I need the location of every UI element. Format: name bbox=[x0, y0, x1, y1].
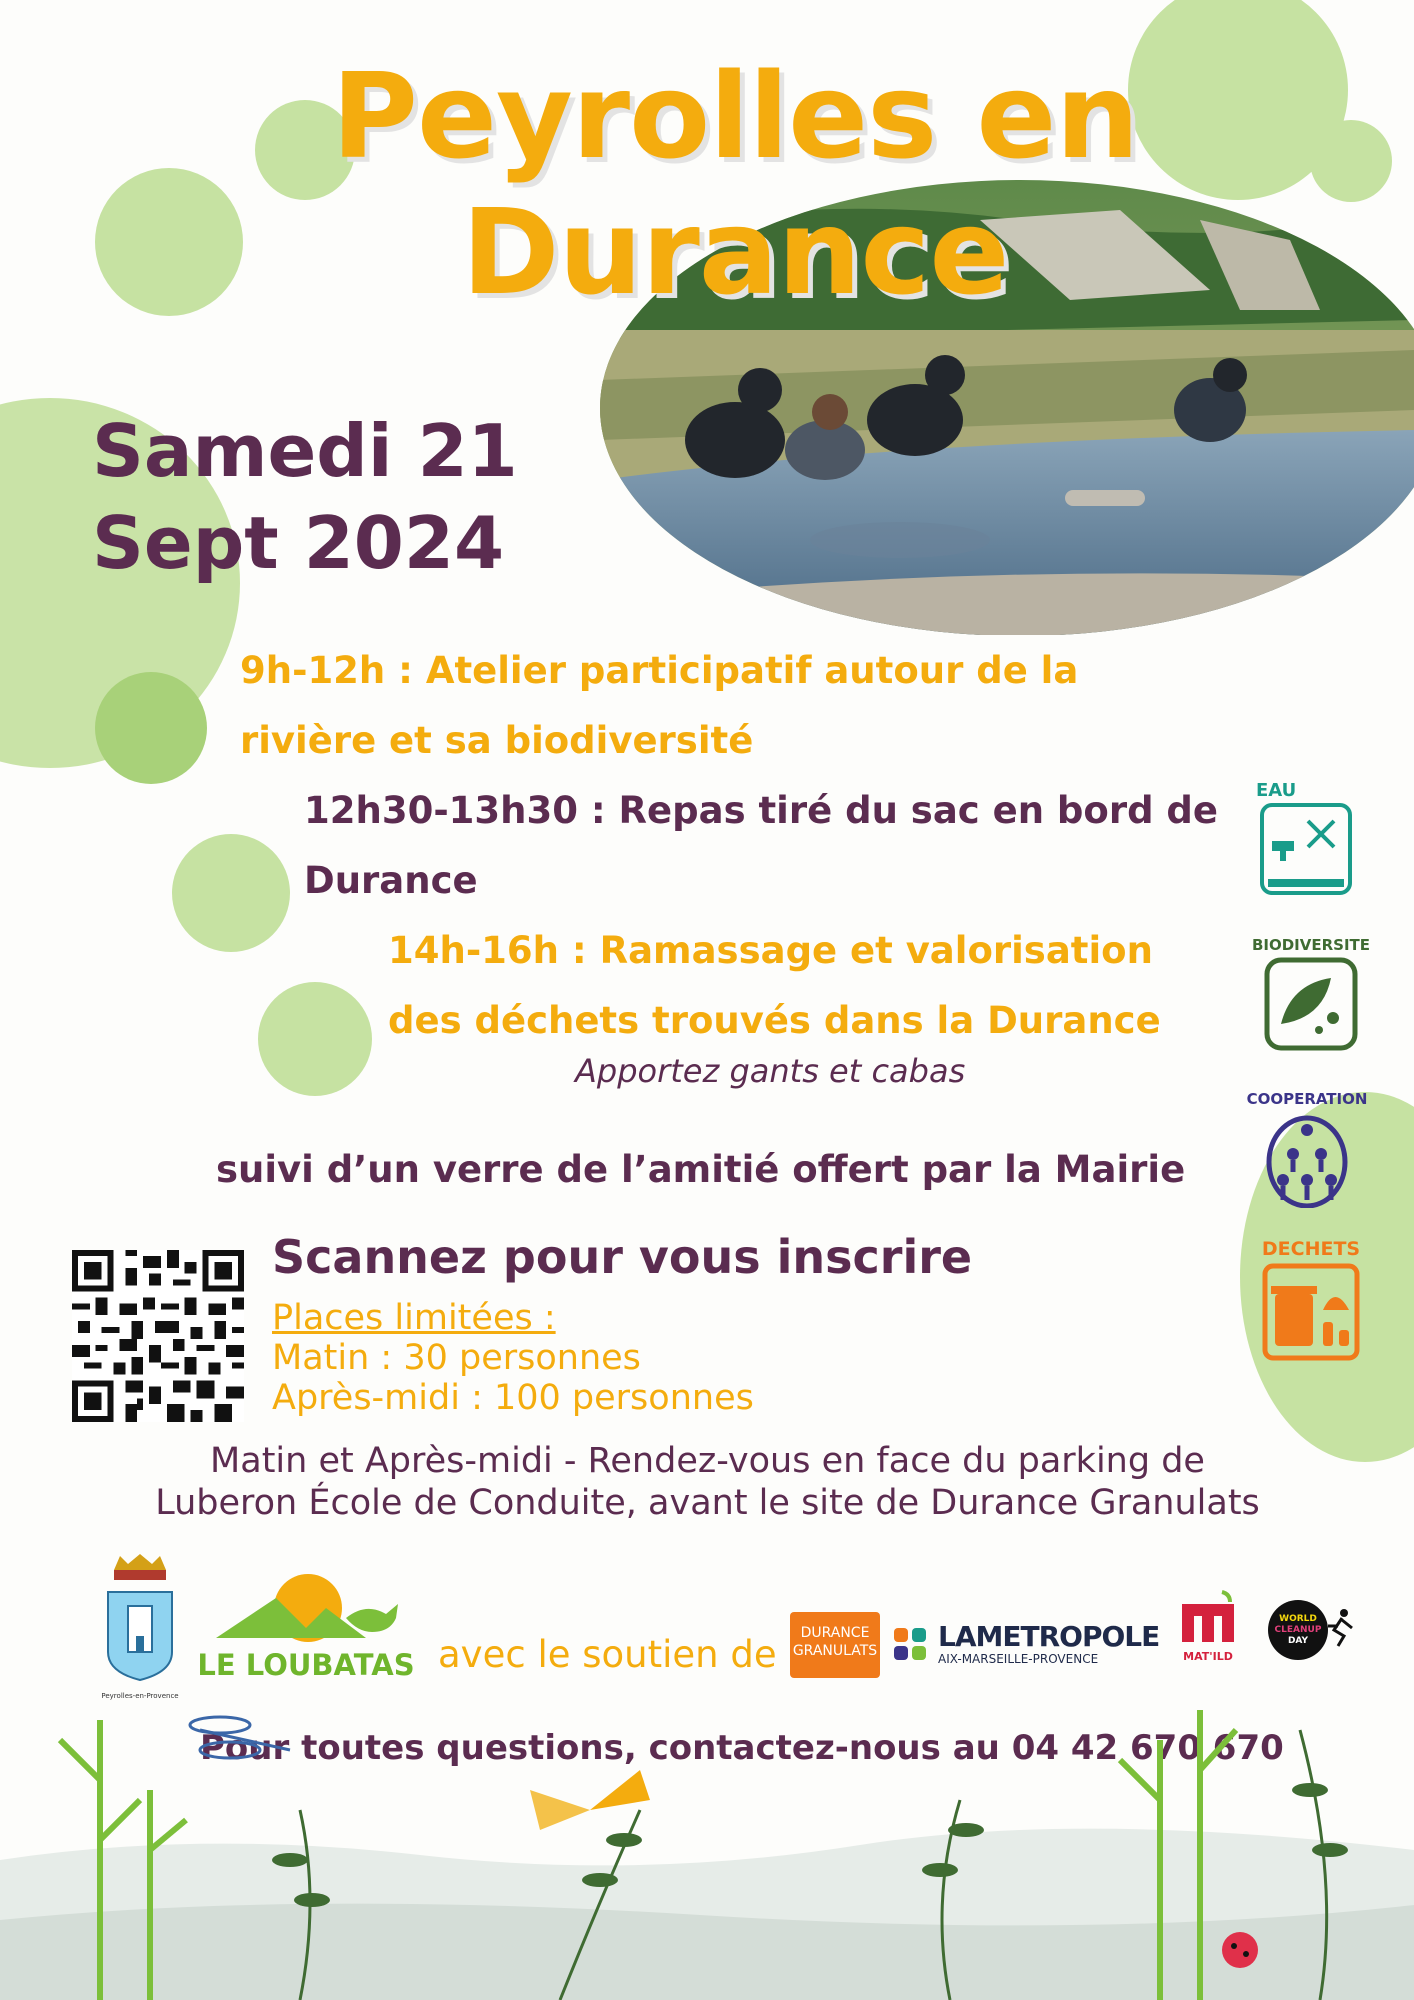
program-lunch-line1: 12h30-13h30 : Repas tiré du sac en bord de bbox=[304, 789, 1219, 832]
decor-bubble bbox=[95, 672, 207, 784]
program-note: Apportez gants et cabas bbox=[575, 1052, 966, 1090]
wcd-line2: CLEANUP bbox=[1274, 1625, 1322, 1635]
dragonfly-icon bbox=[190, 1717, 290, 1758]
butterfly-icon bbox=[530, 1770, 650, 1830]
program-lunch-line2: Durance bbox=[304, 859, 478, 902]
loubatas-name: LE LOUBATAS bbox=[197, 1648, 415, 1682]
matild-m-icon bbox=[1176, 1590, 1240, 1646]
loubatas-logo bbox=[196, 1568, 416, 1684]
contact-line: Pour toutes questions, contactez-nous au 04 42 670 670 bbox=[200, 1728, 1284, 1768]
event-date-month: Sept 2024 bbox=[92, 501, 505, 585]
decor-bubble bbox=[95, 168, 243, 316]
event-date bbox=[92, 405, 518, 589]
program-morning bbox=[240, 636, 1078, 776]
qr-code[interactable] bbox=[72, 1250, 244, 1422]
places-title: Places limitées : bbox=[272, 1298, 556, 1338]
meeting-point-line2: Luberon École de Conduite, avant le site de Durance Granulats bbox=[155, 1483, 1260, 1523]
meeting-point-line1: Matin et Après-midi - Rendez-vous en face du parking de bbox=[210, 1441, 1205, 1481]
wcd-badge bbox=[1268, 1600, 1328, 1660]
scan-heading: Scannez pour vous inscrire bbox=[272, 1230, 973, 1284]
metropole-name: LAMETROPOLE bbox=[938, 1620, 1160, 1653]
wcd-line1: WORLD bbox=[1279, 1614, 1317, 1624]
places-info bbox=[272, 1298, 754, 1418]
metropole-mark-icon bbox=[892, 1624, 934, 1666]
badge-cooperation bbox=[1240, 1090, 1374, 1212]
program-afternoon bbox=[388, 916, 1161, 1056]
page-title-line2: Durance bbox=[461, 183, 1009, 321]
page-title: Peyrolles en bbox=[331, 47, 1139, 185]
program-lunch bbox=[304, 776, 1218, 916]
footer-nature-illustration bbox=[0, 1680, 1414, 2000]
people-pyramid-icon bbox=[1257, 1108, 1357, 1208]
event-date-day: Samedi 21 bbox=[92, 409, 518, 493]
badge-eau-label: EAU bbox=[1256, 780, 1297, 801]
world-cleanup-day-logo bbox=[1268, 1600, 1358, 1664]
durance-granulats-line2: GRANULATS bbox=[792, 1643, 878, 1659]
ladybug-icon bbox=[1222, 1932, 1258, 1968]
decor-bubble bbox=[172, 834, 290, 952]
program-afternoon-line2: des déchets trouvés dans la Durance bbox=[388, 999, 1161, 1042]
durance-granulats-line1: DURANCE bbox=[800, 1625, 870, 1641]
metropole-subtitle: AIX-MARSEILLE-PROVENCE bbox=[938, 1652, 1099, 1666]
runner-icon bbox=[1326, 1608, 1356, 1648]
badge-cooperation-label: COOPERATION bbox=[1246, 1090, 1368, 1108]
badge-eau bbox=[1256, 780, 1356, 901]
badge-dechets bbox=[1256, 1238, 1366, 1368]
places-afternoon: Après-midi : 100 personnes bbox=[272, 1378, 754, 1418]
town-crest-icon bbox=[100, 1552, 180, 1692]
support-text: avec le soutien de bbox=[438, 1633, 777, 1676]
town-caption: Peyrolles-en-Provence bbox=[101, 1692, 179, 1700]
metropole-logo bbox=[892, 1620, 1160, 1670]
places-morning: Matin : 30 personnes bbox=[272, 1338, 641, 1378]
decor-bubble bbox=[258, 982, 372, 1096]
sun-fox-icon bbox=[196, 1568, 416, 1644]
wcd-line3: DAY bbox=[1287, 1636, 1309, 1646]
leaf-icon bbox=[1261, 954, 1361, 1054]
badge-biodiversite-label: BIODIVERSITE bbox=[1251, 936, 1371, 954]
meeting-point bbox=[100, 1440, 1315, 1524]
recycle-bin-icon bbox=[1259, 1260, 1363, 1364]
program-morning-line2: rivière et sa biodiversité bbox=[240, 719, 754, 762]
program-closing: suivi d’un verre de l’amitié offert par la Mairie bbox=[216, 1148, 1186, 1191]
matild-name: MAT'ILD bbox=[1183, 1650, 1233, 1663]
durance-granulats-logo bbox=[790, 1612, 880, 1678]
program-afternoon-line1: 14h-16h : Ramassage et valorisation bbox=[388, 929, 1153, 972]
program-morning-line1: 9h-12h : Atelier participatif autour de la bbox=[240, 649, 1079, 692]
water-tap-icon bbox=[1258, 801, 1354, 897]
badge-dechets-label: DECHETS bbox=[1261, 1238, 1361, 1260]
badge-biodiversite bbox=[1248, 936, 1374, 1058]
matild-logo bbox=[1176, 1590, 1240, 1670]
